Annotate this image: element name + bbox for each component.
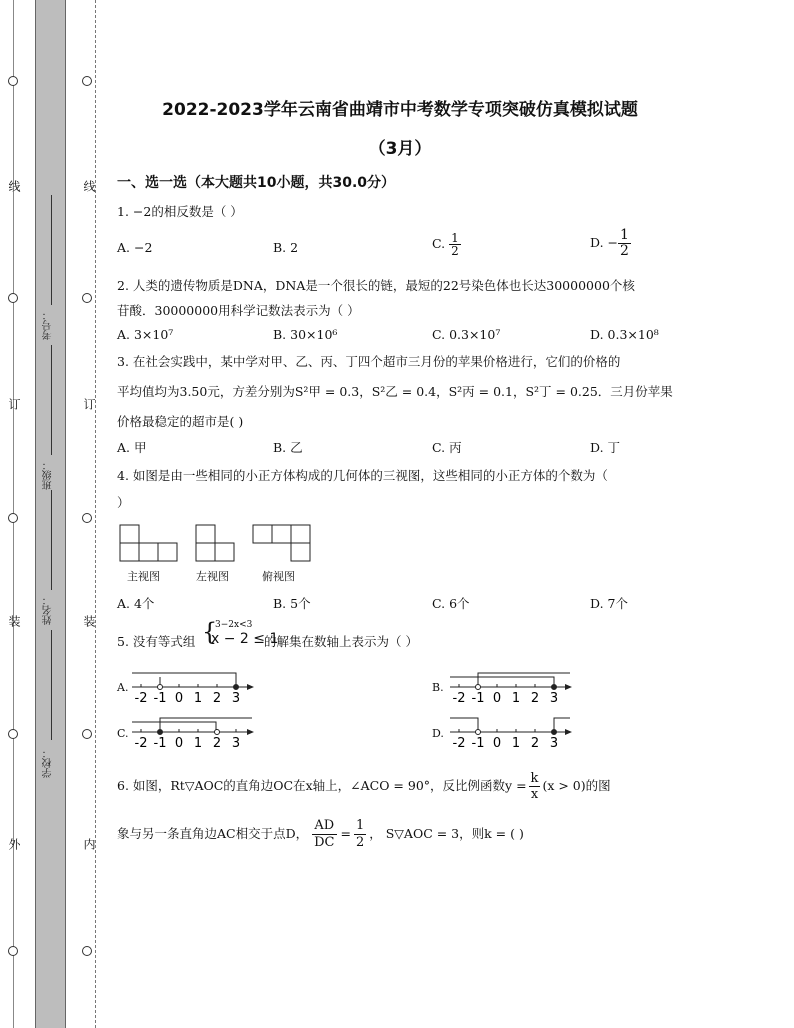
tick-label: 0 [492, 691, 502, 706]
margin-char-outer: 外 [7, 838, 21, 850]
page-title: 2022-2023学年云南省曲靖市中考数学专项突破仿真模拟试题 [162, 100, 638, 120]
binding-hole [8, 729, 18, 739]
tick-label: 3 [549, 736, 559, 751]
question-4-line1: 4. 如图是由一些相同的小正方体构成的几何体的三视图，这些相同的小正方体的个数为（ [117, 468, 608, 483]
binding-hole [82, 946, 92, 956]
tick-label: -2 [134, 736, 148, 751]
question-5-prefix: 5. 没有等式组 [117, 634, 196, 649]
tick-label: 2 [212, 736, 222, 751]
question-4-line2: ） [117, 495, 130, 510]
question-6-line2: 象与另一条直角边AC相交于点D， $\frac{AD}{DC}$ = $\frac{1}{2}$ ， S▽AOC = 3，则k = ( ) [117, 818, 524, 850]
question-2-line1: 2. 人类的遗传物质是DNA，DNA是一个很长的链，最短的22号染色体也长达30000000个核 [117, 278, 635, 293]
q2-option-c: C. 0.3×10⁷ [432, 327, 501, 342]
q3-option-c: C. 丙 [432, 440, 462, 455]
tick-label: 3 [231, 736, 241, 751]
three-views-figure [115, 520, 315, 565]
class-label: 班级： [43, 460, 54, 490]
exam-number-label: 考号： [43, 310, 54, 340]
number-line-a [128, 665, 260, 707]
class-line [51, 345, 52, 455]
tick-label: 1 [193, 736, 203, 751]
q3-option-d: D. 丁 [590, 440, 621, 455]
tick-label: -2 [134, 691, 148, 706]
name-line [51, 490, 52, 590]
tick-label: -1 [153, 691, 167, 706]
tick-label: -1 [471, 691, 485, 706]
inner-char-line: 线 [82, 180, 96, 192]
tick-label: -1 [153, 736, 167, 751]
q4-option-d: D. 7个 [590, 596, 628, 611]
top-view-label: 俯视图 [262, 570, 295, 583]
q3-option-b: B. 乙 [273, 440, 303, 455]
inequality-bottom: x − 2 ≤ 1 [211, 631, 279, 647]
q5-option-c-label: C. [117, 727, 129, 740]
q5-option-b-label: B. [432, 681, 444, 694]
q4-option-a: A. 4个 [117, 596, 155, 611]
binding-hole [8, 293, 18, 303]
tick-label: -2 [452, 736, 466, 751]
binding-hole [8, 76, 18, 86]
q2-option-d: D. 0.3×10⁸ [590, 327, 659, 342]
q3-option-a: A. 甲 [117, 440, 147, 455]
question-1-stem: 1. −2的相反数是（ ） [117, 204, 243, 219]
system-brace: { [202, 618, 218, 646]
q5-option-d-label: D. [432, 727, 444, 740]
q1-option-d: D. − $\frac{1}{2}$ [590, 227, 629, 259]
left-view-label: 左视图 [196, 570, 229, 583]
binding-hole [82, 513, 92, 523]
inner-char-staple: 装 [82, 615, 96, 627]
tick-label: 3 [231, 691, 241, 706]
binding-hole [82, 76, 92, 86]
school-label: 学校： [43, 748, 54, 778]
tick-label: 1 [511, 736, 521, 751]
tick-label: 2 [530, 736, 540, 751]
tick-label: 1 [193, 691, 203, 706]
margin-char-staple: 装 [7, 615, 21, 627]
q2-option-a: A. 3×10⁷ [117, 327, 174, 342]
binding-hole [8, 946, 18, 956]
tick-label: 2 [212, 691, 222, 706]
q1-option-c: C. $\frac{1}{2}$ [432, 231, 459, 258]
tick-label: 0 [174, 691, 184, 706]
q4-option-b: B. 5个 [273, 596, 311, 611]
question-3-line1: 3. 在社会实践中，某中学对甲、乙、丙、丁四个超市三月份的苹果价格进行，它们的价格的 [117, 354, 621, 369]
binding-hole [82, 293, 92, 303]
inequality-top: 3−2x<3 [215, 620, 253, 630]
name-label: 姓名： [43, 595, 54, 625]
tick-label: 2 [530, 691, 540, 706]
tick-label: 1 [511, 691, 521, 706]
tick-label: -2 [452, 691, 466, 706]
binding-hole [8, 513, 18, 523]
inner-char-inner: 内 [82, 838, 96, 850]
margin-char-line: 线 [7, 180, 21, 192]
main-view-label: 主视图 [127, 570, 160, 583]
school-line [51, 630, 52, 740]
q1-option-a: A. −2 [117, 240, 153, 255]
question-2-line2: 苷酸．30000000用科学记数法表示为（ ） [117, 303, 360, 318]
question-6-line1: 6. 如图，Rt▽AOC的直角边OC在x轴上，∠ACO = 90°，反比例函数y = $\frac{k}{x}$ (x > 0)的图 [117, 771, 611, 802]
question-5-suffix: 的解集在数轴上表示为（ ） [264, 634, 418, 649]
tick-label: -1 [471, 736, 485, 751]
tick-label: 3 [549, 691, 559, 706]
number-line-d [446, 710, 578, 752]
inner-char-bind: 订 [82, 398, 96, 410]
margin-char-bind: 订 [7, 398, 21, 410]
exam-number-line [51, 195, 52, 305]
tick-label: 0 [492, 736, 502, 751]
number-line-b [446, 665, 578, 707]
number-line-c [128, 710, 260, 752]
q4-option-c: C. 6个 [432, 596, 470, 611]
q5-option-a-label: A. [117, 681, 129, 694]
page-subtitle: （3月） [368, 139, 432, 159]
q1-option-b: B. 2 [273, 240, 299, 255]
binding-hole [82, 729, 92, 739]
inner-dashed-line [95, 0, 97, 1028]
tick-label: 0 [174, 736, 184, 751]
question-3-line3: 价格最稳定的超市是( ) [117, 414, 244, 429]
question-3-line2: 平均值均为3.50元，方差分别为S²甲 = 0.3，S²乙 = 0.4，S²丙 = 0.1，S²丁 = 0.25．三月份苹果 [117, 384, 673, 399]
q2-option-b: B. 30×10⁶ [273, 327, 338, 342]
section-heading: 一、选一选（本大题共10小题，共30.0分） [117, 175, 396, 191]
